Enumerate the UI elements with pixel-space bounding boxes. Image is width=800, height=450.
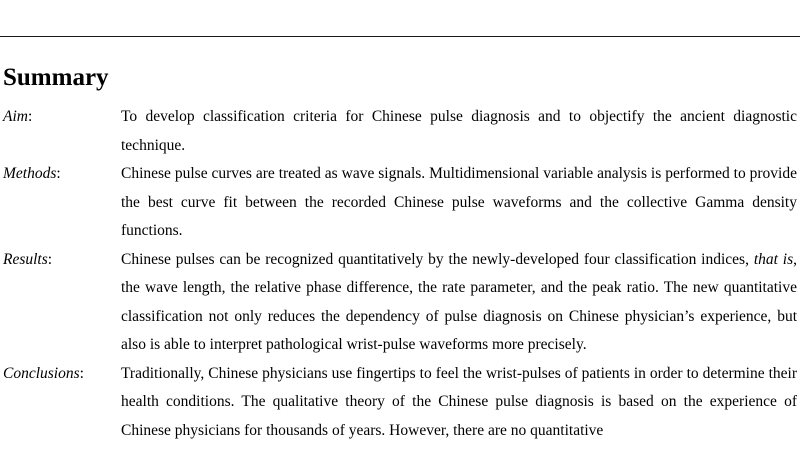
entry-text: Traditionally, Chinese physicians use fingertips to feel the wrist-pulses of patients in order to determine their health conditions. The qualitative theory of the Chinese pulse diagnosis is based on the experience of Chinese physicians for thousands of years. However, there are no quantitative: [121, 364, 797, 439]
summary-entry-methods: [0, 160, 800, 246]
entry-text: Chinese pulse curves are treated as wave signals. Multidimensional variable analysis is performed to provide the best curve fit between the recorded Chinese pulse waveforms and the collective Gamma density functions.: [121, 165, 797, 239]
summary-entry-results: [0, 246, 800, 360]
entry-term: Methods:: [3, 165, 61, 182]
entry-text: To develop classification criteria for Chinese pulse diagnosis and to objectify the ancient diagnostic technique.: [121, 108, 797, 154]
section-heading: Summary: [3, 64, 109, 91]
top-rule: [0, 36, 800, 37]
entry-term: Conclusions:: [3, 364, 84, 382]
emphasis-text: that is: [753, 250, 794, 268]
summary-entry-conclusions: [0, 360, 800, 446]
summary-list: [0, 103, 800, 445]
entry-term: Results:: [3, 250, 53, 268]
summary-entry-aim: [0, 103, 800, 160]
entry-term: Aim:: [3, 108, 33, 125]
entry-text: Chinese pulses can be recognized quantitatively by the newly-developed four classification indices, that is, the wave length, the relative phase difference, the rate parameter, and the peak ratio. The new quantitative classification not only reduces the dependency of pulse diagnosis on Chinese physician’s experience, but also is able to interpret pathological wrist-pulse waveforms more precisely.: [121, 250, 798, 353]
